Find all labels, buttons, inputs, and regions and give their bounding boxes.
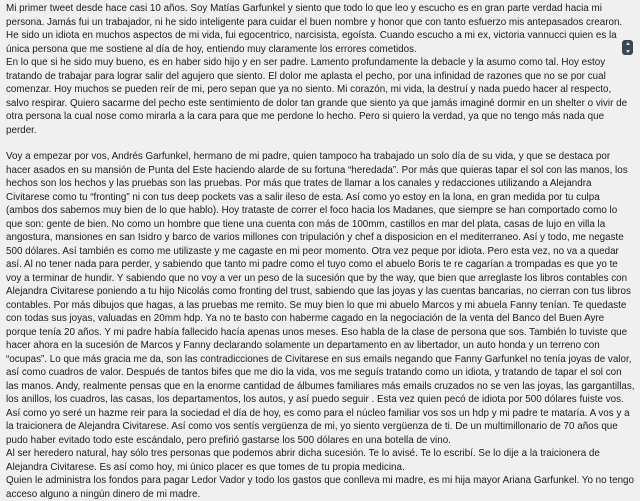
paragraph-funds: Quien le administra los fondos para pagar Ledor Vador y todo los gastos que conlleva mi madre, es mi hija mayor Ariana Garfunkel. Yo no tengo acceso alguno a ningún dinero de mi madre.: [6, 475, 634, 500]
scroll-arrows-icon[interactable]: [622, 40, 633, 55]
paragraph-spacer: [6, 137, 635, 150]
paragraph-confession: En lo que si he sido muy bueno, es en haber sido hijo y en ser padre. Lamento profundamente la debacle y la asumo como tal. Hoy estoy tratando de trabajar para lograr salir del agujero que siento. El dolor me aplasta el pecho, por una infinidad de razones que no se por cual comenzar. Hoy muchos se pueden reír de mi, pero sepan que ya no siento. Mi corazón, mi vida, la destruí y nada puedo hacer al respecto, salvo respirar. Quiero sacarme del pecho este sentimiento de dolor tan grande que siento ya que jamás imaginé dormir en un shelter o vivir de otra persona la cual nose como mirarla a la cara para que me perdone lo hecho. Pero si quiero la verdad, ya que no tengo más nada que perder.: [6, 57, 628, 136]
paragraph-intro: Mi primer tweet desde hace casi 10 años. Soy Matías Garfunkel y siento que todo lo que leo y escucho es en gran parte verdad hacia mi persona. Jamás fui un trabajador, ni he sido inteligente para cuidar el buen nombre y honor que con tanto esfuerzo mis antepasados crearon. He sido un idiota en muchos aspectos de mi vida, fui egocentrico, narcisista, egoísta. Cuando escucho a mi ex, victoria vannucci quien es la única persona que me sostiene al día de hoy, entiendo muy claramente los errores cometidos.: [6, 3, 623, 55]
paragraph-succession: Al ser heredero natural, hay sólo tres personas que podemos abrir dicha sucesión. Te lo avisé. Te lo escribí. Se lo dije a la traicionera de Alejandra Civitarese. Es así como hoy, mi único placer es que tomes de tu propia medicina.: [6, 448, 600, 473]
paragraph-andres: Voy a empezar por vos, Andrés Garfunkel, hermano de mi padre, quien tampoco ha trabajado un solo día de su vida, y que se destaca por hacer asados en su mansión de Punta del Este haciendo alarde de su fortuna “heredada”. Por más que quieras tapar el sol con las manos, los hechos son los hechos y las pruebas son las pruebas. Por más que trates de llamar a los canales y redacciones utilizando a Alejandra Civitarese como tu “fronting” ni con tus deep pockets vas a salir ileso de esta. Así como yo estoy en la lona, en gran medida por tu culpa (ambos dos sabemos muy bien de lo que hablo). Hoy trataste de correr el foco hacia los Madanes, que siempre se han comportado como lo que son: gente de bien. No como un hombre que tiene una cuenta con más de 100mm, castillos en mar del plata, casas de lujo en villa la angostura, mansiones en san Isidro y barco de varios millones con tripulación y chef a disposicion en el mediterraneo. Así y todo, me negaste 500 dólares. Así también es como me utilizaste y me cagaste en mi peor momento. Otra vez peque por idiota. Pero esta vez, no va a quedar así. Al no tener nada para perder, y sabiendo que tanto mi padre como el tuyo como el abuelo Boris te re cagarían a trompadas es que yo te voy a terminar de hundir. Y sabiendo que no voy a ver un peso de la sucesión que by the way, que bien que arreglaste los libros contables con Alejandra Civitarese poniendo a tu hijo Nicolás como fronting del trust, sabiendo que las joyas y las cuentas bancarias, no cierran con tus libros contables. Por más dibujos que hagas, a las pruebas me remito. Se muy bien lo que mi abuelo Marcos y mi abuela Fanny tenían. Te quedaste con todas sus joyas, valuadas en 20mm hdp. Ya no te basto con haberme cagado en la negociación de la venta del Banco del Buen Ayre porque tenía 20 años. Y mi padre había fallecido hacía apenas unos meses. Eso habla de la clase de persona que sos. También lo tuviste que hacer ahora en la sucesión de Marcos y Fanny declarando solamente un departamento en av libertador, un auto honda y un terreno con “ocupas”. Lo que más gracia me da, son las contradicciones de Civitarese en sus emails negando que Fanny Garfunkel no tenía joyas de valor, así como cuadros de valor. Después de tantos bifes que me dio la vida, vos me seguís tratando como un idiota, y tratando de tapar el sol con las manos. Andy, realmente pensas que en la enorme cantidad de álbumes familiares más emails cruzados no se ven las joyas, las gargantillas, los anillos, los cuadros, las casas, los departamentos, los autos, y así puedo seguir . Esta vez quien pecó de idiota por 500 dólares fuiste vos. Así como yo seré un hazme reir para la sociedad el día de hoy, es como para el núcleo familiar vos sos un hdp y mi padre te mataría. A vos y a la traicionera de Alejandra Civitarese. Así como vos sentís vergüenza de mi, yo siento vergüenza de ti. De un multimillonario de 70 años que pudo haber evitado todo este escándalo, pero prefirió gastarse los 500 dólares en una botella de vino.: [6, 151, 635, 446]
